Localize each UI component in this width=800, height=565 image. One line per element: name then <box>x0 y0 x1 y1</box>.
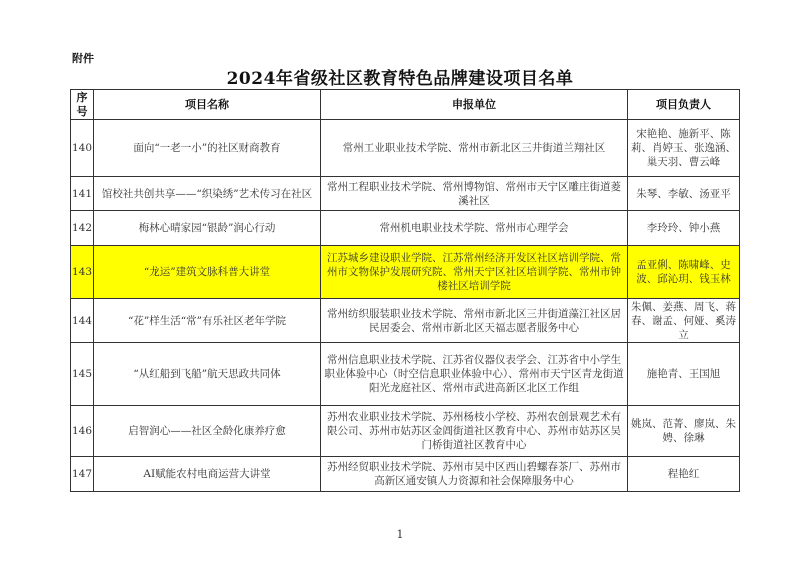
project-lead: 程艳红 <box>628 457 740 492</box>
project-name: “花”样生活“常”有乐社区老年学院 <box>94 299 321 343</box>
applicant-unit: 常州工程职业技术学院、常州博物馆、常州市天宁区雕庄街道菱溪社区 <box>321 177 628 211</box>
table-row <box>71 343 740 406</box>
project-name: AI赋能农村电商运营大讲堂 <box>94 457 321 492</box>
row-number: 141 <box>71 177 94 211</box>
project-name: 梅林心晴家园“银龄”润心行动 <box>94 211 321 246</box>
table-row-highlighted <box>71 246 740 299</box>
table-row <box>71 406 740 457</box>
project-lead: 李玲玲、钟小燕 <box>628 211 740 246</box>
header-project-lead: 项目负责人 <box>628 90 740 120</box>
project-name: “龙运”建筑文脉科普大讲堂 <box>94 246 321 299</box>
project-name: 面向“一老一小”的社区财商教育 <box>94 120 321 177</box>
project-lead: 朱佩、姜燕、周飞、蒋春、谢孟、何娅、奚涛立 <box>628 299 740 343</box>
project-name: 馆校社共创共享——“织染绣”艺术传习在社区 <box>94 177 321 211</box>
table-header-row <box>71 90 740 120</box>
applicant-unit: 苏州经贸职业技术学院、苏州市吴中区西山碧螺春茶厂、苏州市高新区通安镇人力资源和社会保障服务中心 <box>321 457 628 492</box>
applicant-unit: 苏州农业职业技术学院、苏州杨枝小学校、苏州农创景观艺术有限公司、苏州市姑苏区金阊街道社区教育中心、苏州市姑苏区吴门桥街道社区教育中心 <box>321 406 628 457</box>
row-number: 140 <box>71 120 94 177</box>
table-row <box>71 211 740 246</box>
attachment-label: 附件 <box>72 52 94 65</box>
project-name: 启智润心——社区全龄化康养疗愈 <box>94 406 321 457</box>
header-number: 序号 <box>71 90 94 120</box>
applicant-unit: 常州纺织服装职业技术学院、常州市新北区三井街道藻江社区居民居委会、常州市新北区天福志愿者服务中心 <box>321 299 628 343</box>
project-name: “从红船到飞船”航天思政共同体 <box>94 343 321 406</box>
project-table <box>70 89 740 492</box>
row-number: 146 <box>71 406 94 457</box>
page-number: 1 <box>396 528 404 541</box>
row-number: 144 <box>71 299 94 343</box>
applicant-unit: 江苏城乡建设职业学院、江苏常州经济开发区社区培训学院、常州市文物保护发展研究院、常州天宁区社区培训学院、常州市钟楼社区培训学院 <box>321 246 628 299</box>
header-project-name: 项目名称 <box>94 90 321 120</box>
document-title: 2024年省级社区教育特色品牌建设项目名单 <box>226 69 574 89</box>
table-row <box>71 177 740 211</box>
header-applicant-unit: 申报单位 <box>321 90 628 120</box>
row-number: 147 <box>71 457 94 492</box>
applicant-unit: 常州信息职业技术学院、江苏省仪器仪表学会、江苏省中小学生职业体验中心（时空信息职业体验中心）、常州市天宁区青龙街道阳光龙庭社区、常州市武进高新区北区工作组 <box>321 343 628 406</box>
row-number: 143 <box>71 246 94 299</box>
table-row <box>71 457 740 492</box>
applicant-unit: 常州机电职业技术学院、常州市心理学会 <box>321 211 628 246</box>
project-lead: 姚岚、范菁、廖岚、朱娉、徐琳 <box>628 406 740 457</box>
table-row <box>71 299 740 343</box>
project-lead: 施艳青、王国旭 <box>628 343 740 406</box>
project-lead: 朱琴、李敏、汤亚平 <box>628 177 740 211</box>
row-number: 145 <box>71 343 94 406</box>
row-number: 142 <box>71 211 94 246</box>
applicant-unit: 常州工业职业技术学院、常州市新北区三井街道兰翔社区 <box>321 120 628 177</box>
project-lead: 宋艳艳、施新平、陈莉、肖婷玉、张逸涵、巢天羽、曹云峰 <box>628 120 740 177</box>
table-row <box>71 120 740 177</box>
project-lead: 孟亚俐、陈啸峰、史波、邱沁玥、钱玉林 <box>628 246 740 299</box>
